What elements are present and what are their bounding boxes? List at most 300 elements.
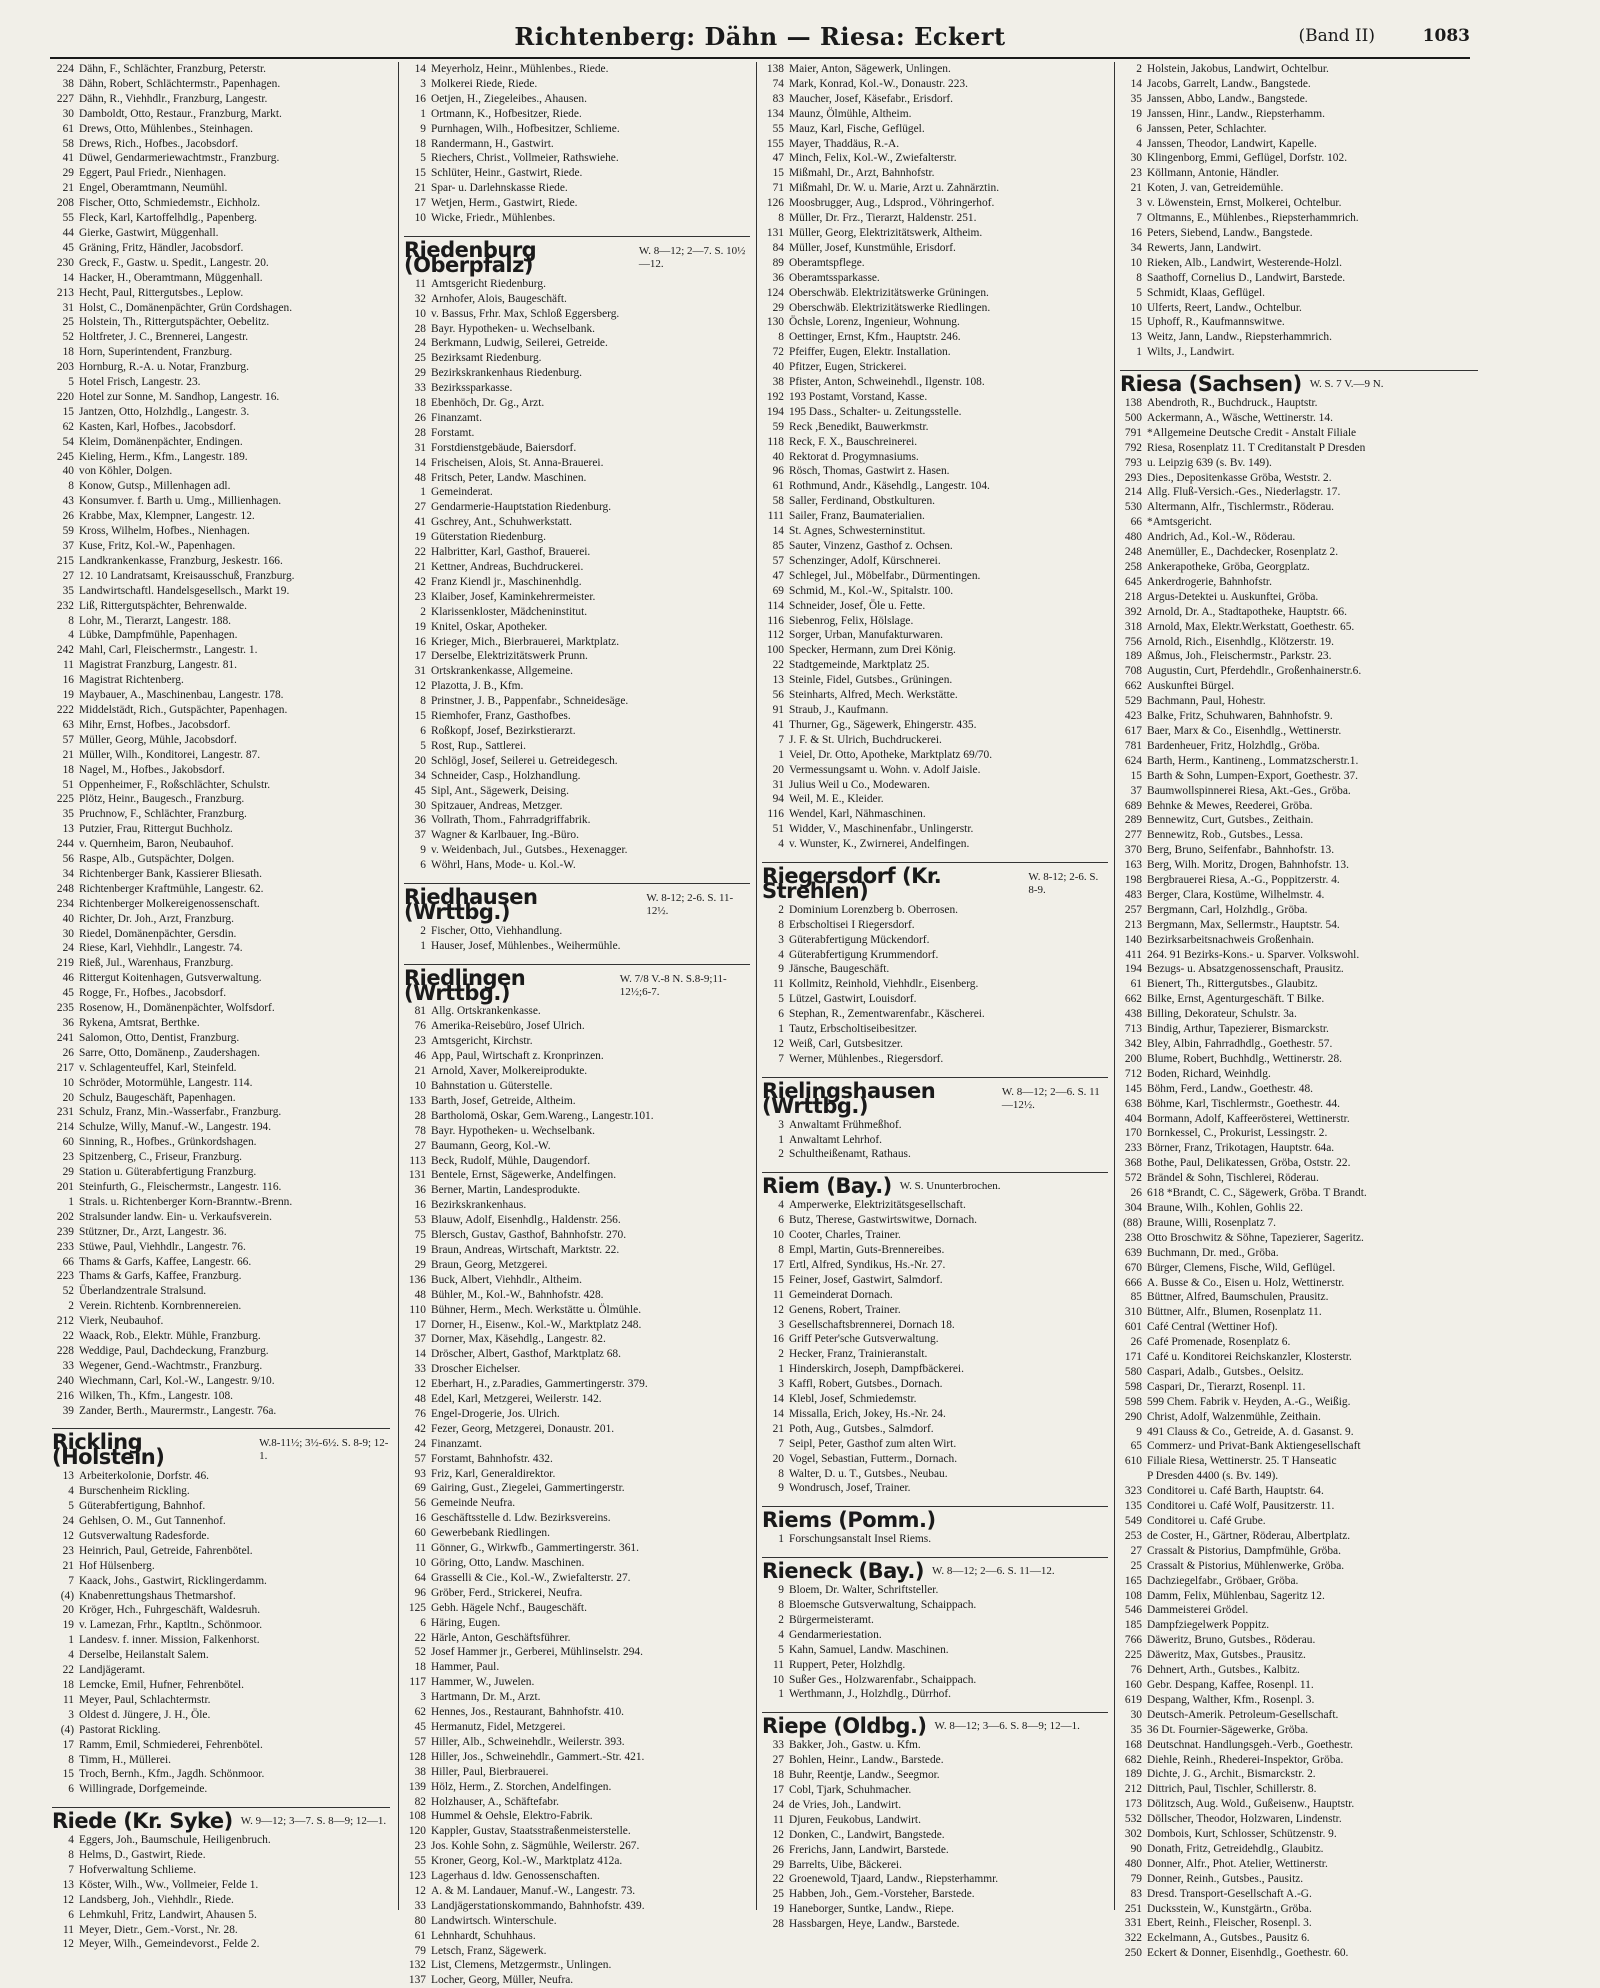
subscriber-text: Dachziegelfabr., Gröbaer, Gröba.: [1147, 1574, 1299, 1587]
phone-number: 423: [1124, 710, 1142, 723]
phone-number: 5: [68, 1500, 74, 1513]
subscriber-text: Waack, Rob., Elektr. Mühle, Franzburg.: [79, 1330, 261, 1343]
phone-number: 37: [414, 829, 426, 842]
phone-number: 52: [62, 331, 74, 344]
subscriber-text: Moosbrugger, Aug., Ldsprod., Vöhringerhof.: [789, 197, 995, 210]
subscriber-text: Argus-Detektei u. Auskunftei, Gröba.: [1147, 590, 1319, 603]
subscriber-text: Bürgermeisteramt.: [789, 1613, 874, 1626]
directory-entry: [404, 292, 750, 307]
phone-number: 58: [772, 495, 784, 508]
subscriber-text: Helms, D., Gastwirt, Riede.: [79, 1849, 206, 1862]
directory-entry: [1120, 754, 1478, 769]
phone-number: 3: [778, 1318, 784, 1331]
subscriber-text: Habben, Joh., Gem.-Vorsteher, Barstede.: [789, 1888, 975, 1901]
phone-number: 233: [56, 1240, 74, 1253]
page-header: [50, 22, 1470, 52]
phone-number: 108: [1124, 1589, 1142, 1602]
phone-number: 218: [1124, 590, 1142, 603]
directory-entry: [762, 1917, 1108, 1932]
subscriber-text: Commerz- und Privat-Bank Aktiengesellschaft: [1147, 1440, 1361, 1453]
subscriber-text: Jänsche, Baugeschäft.: [789, 963, 890, 976]
directory-entry: [52, 882, 390, 897]
subscriber-text: Kroner, Georg, Kol.-W., Marktplatz 412a.: [431, 1855, 623, 1868]
subscriber-text: Bennewitz, Curt, Gutsbes., Zeithain.: [1147, 814, 1314, 827]
directory-entry: [52, 569, 390, 584]
directory-entry: [404, 575, 750, 590]
phone-number: 34: [414, 769, 426, 782]
directory-entry: [1120, 1395, 1478, 1410]
phone-number: 168: [1124, 1738, 1142, 1751]
directory-entry: [1120, 1171, 1478, 1186]
phone-number: 3: [1136, 197, 1142, 210]
directory-entry: [404, 1332, 750, 1347]
directory-entry: [762, 822, 1108, 837]
subscriber-text: Braune, Wilh., Kohlen, Gohlis 22.: [1147, 1201, 1303, 1214]
phone-number: 5: [1136, 286, 1142, 299]
subscriber-text: Steinle, Fidel, Gutsbes., Grüningen.: [789, 674, 953, 687]
phone-number: 145: [1124, 1082, 1142, 1095]
phone-number: 10: [1130, 301, 1142, 314]
directory-entry: [52, 1225, 390, 1240]
directory-entry: [52, 1255, 390, 1270]
subscriber-text: Billing, Dekorateur, Schulstr. 3a.: [1147, 1008, 1297, 1021]
phone-number: [1120, 1469, 1147, 1484]
phone-number: 30: [414, 799, 426, 812]
subscriber-text: Fezer, Georg, Metzgerei, Donaustr. 201.: [431, 1422, 615, 1435]
subscriber-text: Häring, Eugen.: [431, 1616, 501, 1629]
directory-entry: [52, 286, 390, 301]
directory-entry: [762, 1007, 1108, 1022]
subscriber-text: de Coster, H., Gärtner, Röderau, Albertplatz.: [1147, 1529, 1351, 1542]
phone-number: 9: [778, 1584, 784, 1597]
directory-entry: [52, 1165, 390, 1180]
subscriber-text: Berkmann, Ludwig, Seilerei, Getreide.: [431, 337, 608, 350]
office-hours: W. 8—12; 2—7. S. 10½—12.: [638, 244, 746, 270]
subscriber-text: Janssen, Peter, Schlachter.: [1147, 122, 1267, 135]
office-hours: W. 8—12; 2—6. S. 11—12.: [932, 1565, 1055, 1578]
directory-entry: [404, 1034, 750, 1049]
phone-number: 23: [414, 1035, 426, 1048]
subscriber-text: Dies., Depositenkasse Gröba, Weststr. 2.: [1147, 471, 1332, 484]
subscriber-text: Thams & Garfs, Kaffee, Langestr. 66.: [79, 1255, 252, 1268]
phone-number: 7: [778, 1052, 784, 1065]
subscriber-text: Engel-Drogerie, Jos. Ulrich.: [431, 1407, 560, 1420]
directory-entry: [404, 166, 750, 181]
directory-entry: [404, 1914, 750, 1929]
phone-number: 47: [772, 569, 784, 582]
directory-entry: [404, 1422, 750, 1437]
subscriber-text: Buchmann, Dr. med., Gröba.: [1147, 1246, 1279, 1259]
phone-number: 26: [1130, 1187, 1142, 1200]
directory-entry: [52, 1001, 390, 1016]
directory-entry: [762, 733, 1108, 748]
phone-number: 8: [1136, 271, 1142, 284]
subscriber-text: Damm, Felix, Mühlenbau, Sageritz 12.: [1147, 1589, 1325, 1602]
phone-number: 1: [778, 1133, 784, 1146]
subscriber-text: Fleck, Karl, Kartoffelhdlg., Papenberg.: [79, 212, 257, 225]
directory-entry: [762, 256, 1108, 271]
phone-number: 91: [772, 703, 784, 716]
phone-number: 5: [778, 993, 784, 1006]
subscriber-text: Richtenberger Kraftmühle, Langestr. 62.: [79, 882, 264, 895]
directory-entry: [1120, 151, 1478, 166]
subscriber-text: Bienert, Th., Rittergutsbes., Glaubitz.: [1147, 978, 1318, 991]
phone-number: 35: [1130, 1723, 1142, 1736]
subscriber-text: Gemeinderat Dornach.: [789, 1288, 893, 1301]
phone-number: 29: [62, 1166, 74, 1179]
directory-entry: [404, 754, 750, 769]
subscriber-text: Hassbargen, Heye, Landw., Barstede.: [789, 1918, 960, 1931]
phone-number: 289: [1124, 814, 1142, 827]
phone-number: 241: [56, 1031, 74, 1044]
directory-entry: [404, 1303, 750, 1318]
subscriber-text: Arnold, Dr. A., Stadtapotheke, Hauptstr. 66.: [1147, 605, 1347, 618]
phone-number: 173: [1124, 1798, 1142, 1811]
subscriber-text: Öchsle, Lorenz, Ingenieur, Wohnung.: [789, 316, 960, 329]
subscriber-text: Dähn, Robert, Schlächtermstr., Papenhagen.: [79, 77, 281, 90]
directory-entry: [404, 381, 750, 396]
phone-number: 253: [1124, 1529, 1142, 1542]
subscriber-text: Beck, Rudolf, Mühle, Daugendorf.: [431, 1154, 591, 1167]
subscriber-text: Amerika-Reisebüro, Josef Ulrich.: [431, 1020, 585, 1033]
phone-number: 9: [420, 844, 426, 857]
directory-entry: [1120, 1857, 1478, 1872]
phone-number: 128: [408, 1750, 426, 1763]
subscriber-text: Knitel, Oskar, Apotheker.: [431, 620, 548, 633]
phone-number: 15: [1130, 769, 1142, 782]
subscriber-text: Willingrade, Dorfgemeinde.: [79, 1783, 208, 1796]
directory-entry: [404, 515, 750, 530]
phone-number: 61: [1130, 978, 1142, 991]
subscriber-text: Lehnhardt, Schuhhaus.: [431, 1929, 536, 1942]
phone-number: 45: [62, 987, 74, 1000]
phone-number: 9: [1136, 1425, 1142, 1438]
subscriber-text: u. Leipzig 639 (s. Bv. 149).: [1147, 456, 1272, 469]
subscriber-text: Mark, Konrad, Kol.-W., Donaustr. 223.: [789, 77, 968, 90]
subscriber-text: Meyer, Dietr., Gem.-Vorst., Nr. 28.: [79, 1923, 238, 1936]
directory-entry: [52, 1937, 390, 1952]
directory-entry: [52, 956, 390, 971]
phone-number: 500: [1124, 411, 1142, 424]
phone-number: 37: [414, 1333, 426, 1346]
volume-label: (Band II): [1298, 26, 1375, 46]
directory-entry: [1120, 1782, 1478, 1797]
directory-entry: [52, 554, 390, 569]
phone-number: 133: [408, 1094, 426, 1107]
directory-entry: [762, 1798, 1108, 1813]
phone-number: 170: [1124, 1127, 1142, 1140]
phone-number: 28: [414, 426, 426, 439]
phone-number: 96: [772, 465, 784, 478]
phone-number: 228: [56, 1344, 74, 1357]
directory-entry: [1120, 828, 1478, 843]
subscriber-text: Verein. Richtenb. Kornbrennereien.: [79, 1300, 242, 1313]
subscriber-text: Lehmkuhl, Fritz, Landwirt, Ahausen 5.: [79, 1908, 257, 1921]
directory-entry: [52, 1618, 390, 1633]
directory-entry: [52, 1329, 390, 1344]
directory-entry: [52, 1135, 390, 1150]
phone-number: 214: [1124, 486, 1142, 499]
phone-number: 51: [772, 823, 784, 836]
directory-entry: [1120, 471, 1478, 486]
phone-number: 5: [68, 376, 74, 389]
directory-entry: [1120, 649, 1478, 664]
directory-entry: [404, 590, 750, 605]
phone-number: 8: [778, 918, 784, 931]
directory-entry: [762, 435, 1108, 450]
directory-entry: [52, 1240, 390, 1255]
subscriber-text: Sarre, Otto, Domänenp., Zaudershagen.: [79, 1046, 260, 1059]
phone-number: 13: [1130, 331, 1142, 344]
subscriber-text: Bardenheuer, Fritz, Holzhdlg., Gröba.: [1147, 739, 1320, 752]
phone-number: 19: [1130, 107, 1142, 120]
subscriber-text: Derselbe, Elektrizitätswerk Prunn.: [431, 650, 588, 663]
subscriber-text: Fritsch, Peter, Landw. Maschinen.: [431, 471, 587, 484]
subscriber-text: Meyer, Wilh., Gemeindevorst., Felde 2.: [79, 1938, 260, 1951]
subscriber-text: Hecker, Franz, Trainieranstalt.: [789, 1348, 928, 1361]
directory-entry: [404, 1496, 750, 1511]
subscriber-text: Djuren, Feukobus, Landwirt.: [789, 1813, 921, 1826]
phone-number: 85: [772, 540, 784, 552]
directory-entry: [404, 1750, 750, 1765]
phone-number: 30: [62, 927, 74, 940]
directory-entry: [52, 1663, 390, 1678]
directory-entry: [1120, 92, 1478, 107]
place-heading: [762, 1557, 1108, 1584]
subscriber-text: Bezirksamt Riedenburg.: [431, 352, 542, 365]
phone-number: 139: [408, 1780, 426, 1793]
phone-number: 74: [772, 77, 784, 90]
directory-entry: [52, 1484, 390, 1499]
subscriber-text: Eckelmann, A., Gutsbes., Pausitz 6.: [1147, 1932, 1310, 1945]
subscriber-text: Filiale Riesa, Wettinerstr. 25. T Hanseatic: [1147, 1455, 1337, 1468]
subscriber-text: Finanzamt.: [431, 411, 482, 424]
subscriber-text: Despang, Walther, Kfm., Rosenpl. 3.: [1147, 1693, 1315, 1706]
subscriber-text: Rieß, Jul., Warenhaus, Franzburg.: [79, 957, 234, 970]
subscriber-text: 195 Dass., Schalter- u. Zeitungsstelle.: [789, 405, 962, 418]
subscriber-text: Blauw, Adolf, Eisenhdlg., Haldenstr. 256.: [431, 1214, 621, 1227]
directory-entry: [404, 426, 750, 441]
subscriber-text: Bindig, Arthur, Tapezierer, Bismarckstr.: [1147, 1023, 1329, 1036]
directory-entry: [52, 599, 390, 614]
directory-entry: [762, 464, 1108, 479]
directory-entry: [404, 1631, 750, 1646]
directory-entry: [52, 494, 390, 509]
directory-entry: [404, 196, 750, 211]
phone-number: 81: [414, 1005, 426, 1018]
directory-entry: [1120, 1007, 1478, 1022]
phone-number: 12: [414, 1884, 426, 1897]
subscriber-text: Überlandzentrale Stralsund.: [79, 1285, 207, 1298]
directory-entry: [762, 584, 1108, 599]
directory-entry: [1120, 1126, 1478, 1141]
subscriber-text: Pfitzer, Eugen, Strickerei.: [789, 361, 907, 374]
phone-number: 21: [414, 561, 426, 573]
directory-entry: [52, 1314, 390, 1329]
subscriber-text: Gehlsen, O. M., Gut Tannenhof.: [79, 1515, 226, 1527]
place-heading: [762, 1172, 1108, 1199]
subscriber-text: Oppenheimer, F., Roßschlächter, Schulstr.: [79, 778, 271, 791]
directory-entry: [52, 941, 390, 956]
subscriber-text: Frerichs, Jann, Landwirt, Barstede.: [789, 1843, 949, 1856]
phone-number: 480: [1124, 1857, 1142, 1870]
phone-number: 23: [414, 590, 426, 603]
phone-number: 23: [1130, 167, 1142, 180]
subscriber-text: 618 *Brandt, C. C., Sägewerk, Gröba. T Brandt.: [1147, 1187, 1367, 1200]
directory-entry: [52, 241, 390, 256]
phone-number: 4: [778, 838, 784, 851]
directory-entry: [1120, 1693, 1478, 1708]
directory-entry: [1120, 1708, 1478, 1723]
directory-entry: [762, 1228, 1108, 1243]
subscriber-text: Bezirkskrankenhaus.: [431, 1199, 527, 1212]
directory-entry: [762, 1467, 1108, 1482]
phone-number: 83: [1130, 1887, 1142, 1900]
directory-entry: [1120, 1723, 1478, 1738]
subscriber-text: Bürger, Clemens, Fische, Wild, Geflügel.: [1147, 1261, 1336, 1274]
directory-entry: [52, 1708, 390, 1723]
directory-entry: [404, 1645, 750, 1660]
subscriber-text: Diehle, Reinh., Rhederei-Inspektor, Gröba.: [1147, 1753, 1344, 1766]
directory-entry: [404, 1109, 750, 1124]
directory-entry: [52, 614, 390, 629]
phone-number: 31: [772, 778, 784, 791]
subscriber-text: Gairing, Gust., Ziegelei, Gammertingerstr.: [431, 1482, 625, 1495]
directory-entry: [1120, 590, 1478, 605]
phone-number: 8: [778, 331, 784, 344]
phone-number: 29: [414, 1258, 426, 1271]
phone-number: 83: [772, 92, 784, 105]
subscriber-text: Schlegel, Jul., Möbelfabr., Dürmentingen.: [789, 569, 981, 582]
subscriber-text: Troch, Bernh., Kfm., Jagdh. Schönmoor.: [79, 1768, 265, 1781]
phone-number: 22: [772, 1873, 784, 1886]
directory-entry: [404, 1765, 750, 1780]
directory-entry: [52, 628, 390, 643]
subscriber-text: Ertl, Alfred, Syndikus, Hs.-Nr. 27.: [789, 1258, 946, 1271]
subscriber-text: Weil, M. E., Kleider.: [789, 793, 884, 806]
phone-number: 45: [414, 784, 426, 797]
phone-number: 79: [1130, 1872, 1142, 1885]
subscriber-text: A. & M. Landauer, Manuf.-W., Langestr. 73.: [431, 1884, 636, 1897]
directory-entry: [762, 450, 1108, 465]
phone-number: 185: [1124, 1619, 1142, 1632]
phone-number: 610: [1124, 1455, 1142, 1468]
subscriber-text: Prinstner, J. B., Pappenfabr., Schneidesäge.: [431, 695, 629, 708]
directory-entry: [404, 530, 750, 545]
directory-entry: [762, 345, 1108, 360]
directory-entry: [52, 1210, 390, 1225]
phone-number: 36: [772, 271, 784, 284]
subscriber-text: Steinfurth, G., Fleischermstr., Langestr. 116.: [79, 1180, 282, 1193]
subscriber-text: Pfeiffer, Eugen, Elektr. Installation.: [789, 346, 951, 359]
subscriber-text: Widder, V., Maschinenfabr., Unlingerstr.: [789, 823, 974, 836]
phone-number: 713: [1124, 1023, 1142, 1036]
phone-number: 29: [772, 301, 784, 314]
directory-entry: [404, 181, 750, 196]
directory-entry: [1120, 1678, 1478, 1693]
phone-number: 712: [1124, 1067, 1142, 1080]
subscriber-text: Riedel, Domänenpächter, Gersdin.: [79, 927, 237, 940]
phone-number: 10: [414, 1557, 426, 1569]
directory-entry: [404, 1213, 750, 1228]
subscriber-text: Spitzauer, Andreas, Metzger.: [431, 799, 563, 812]
subscriber-text: Gemeinde Neufra.: [431, 1497, 516, 1510]
subscriber-text: Börner, Franz, Trikotagen, Hauptstr. 64a.: [1147, 1142, 1335, 1155]
directory-column-1: [52, 62, 390, 1951]
subscriber-text: Anwaltamt Lehrhof.: [789, 1133, 882, 1146]
directory-entry: [762, 1052, 1108, 1067]
subscriber-text: Nagel, M., Hofbes., Jakobsdorf.: [79, 763, 225, 776]
phone-number: 29: [414, 367, 426, 380]
subscriber-text: Bornkessel, C., Prokurist, Lessingstr. 2.: [1147, 1127, 1328, 1140]
phone-number: 216: [56, 1389, 74, 1402]
subscriber-text: Seipl, Peter, Gasthof zum alten Wirt.: [789, 1437, 957, 1450]
phone-number: 55: [62, 212, 74, 225]
directory-entry: [762, 1258, 1108, 1273]
subscriber-text: Allg. Fluß-Versich.-Ges., Niederlagstr. 17.: [1147, 486, 1341, 499]
phone-number: 35: [1130, 92, 1142, 105]
directory-entry: [1120, 620, 1478, 635]
directory-entry: [404, 1019, 750, 1034]
directory-entry: [762, 1658, 1108, 1673]
phone-number: 26: [414, 411, 426, 424]
subscriber-text: Pfister, Anton, Schweinehdl., Ilgenstr. 108.: [789, 376, 985, 389]
directory-entry: [762, 1902, 1108, 1917]
directory-entry: [52, 1893, 390, 1908]
phone-number: 66: [62, 1255, 74, 1268]
directory-entry: [762, 1643, 1108, 1658]
subscriber-text: Bezirksarbeitsnachweis Großenhain.: [1147, 933, 1315, 946]
phone-number: 212: [1124, 1783, 1142, 1796]
phone-number: 21: [772, 1422, 784, 1435]
phone-number: 57: [414, 1735, 426, 1748]
subscriber-text: Schneider, Josef, Öle u. Fette.: [789, 599, 926, 612]
directory-entry: [762, 330, 1108, 345]
subscriber-text: Riese, Karl, Viehhdlr., Langestr. 74.: [79, 942, 243, 955]
directory-entry: [762, 903, 1108, 918]
subscriber-text: Stüwe, Paul, Viehhdlr., Langestr. 76.: [79, 1240, 246, 1253]
subscriber-text: Plötz, Heinr., Baugesch., Franzburg.: [79, 793, 245, 806]
directory-entry: [52, 315, 390, 330]
phone-number: 31: [414, 665, 426, 678]
subscriber-text: Hummel & Oehsle, Elektro-Fabrik.: [431, 1810, 593, 1823]
directory-entry: [762, 375, 1108, 390]
phone-number: 5: [778, 1643, 784, 1656]
directory-entry: [404, 739, 750, 754]
subscriber-text: Greck, F., Gastw. u. Spedit., Langestr. 20.: [79, 256, 269, 269]
directory-entry: [52, 1499, 390, 1514]
phone-number: 123: [408, 1870, 426, 1883]
subscriber-text: Kieling, Herm., Kfm., Langestr. 189.: [79, 450, 248, 463]
phone-number: 10: [414, 212, 426, 225]
phone-number: 46: [62, 972, 74, 985]
place-heading: [404, 236, 750, 277]
subscriber-text: Steinharts, Alfred, Mech. Werkstätte.: [789, 689, 958, 702]
phone-number: 9: [420, 122, 426, 135]
subscriber-text: Café Promenade, Rosenplatz 6.: [1147, 1336, 1291, 1349]
directory-entry: [762, 107, 1108, 122]
subscriber-text: Abendroth, R., Buchdruck., Hauptstr.: [1147, 397, 1318, 410]
subscriber-text: Franz Kiendl jr., Maschinenhdlg.: [431, 575, 582, 588]
phone-number: 14: [414, 456, 426, 469]
phone-number: 32: [414, 292, 426, 305]
phone-number: 638: [1124, 1097, 1142, 1110]
directory-entry: [762, 703, 1108, 718]
phone-number: 137: [408, 1974, 426, 1987]
subscriber-text: Buhr, Reentje, Landw., Seegmor.: [789, 1769, 940, 1782]
subscriber-text: Bachmann, Paul, Hohestr.: [1147, 695, 1266, 708]
phone-number: 30: [1130, 152, 1142, 165]
